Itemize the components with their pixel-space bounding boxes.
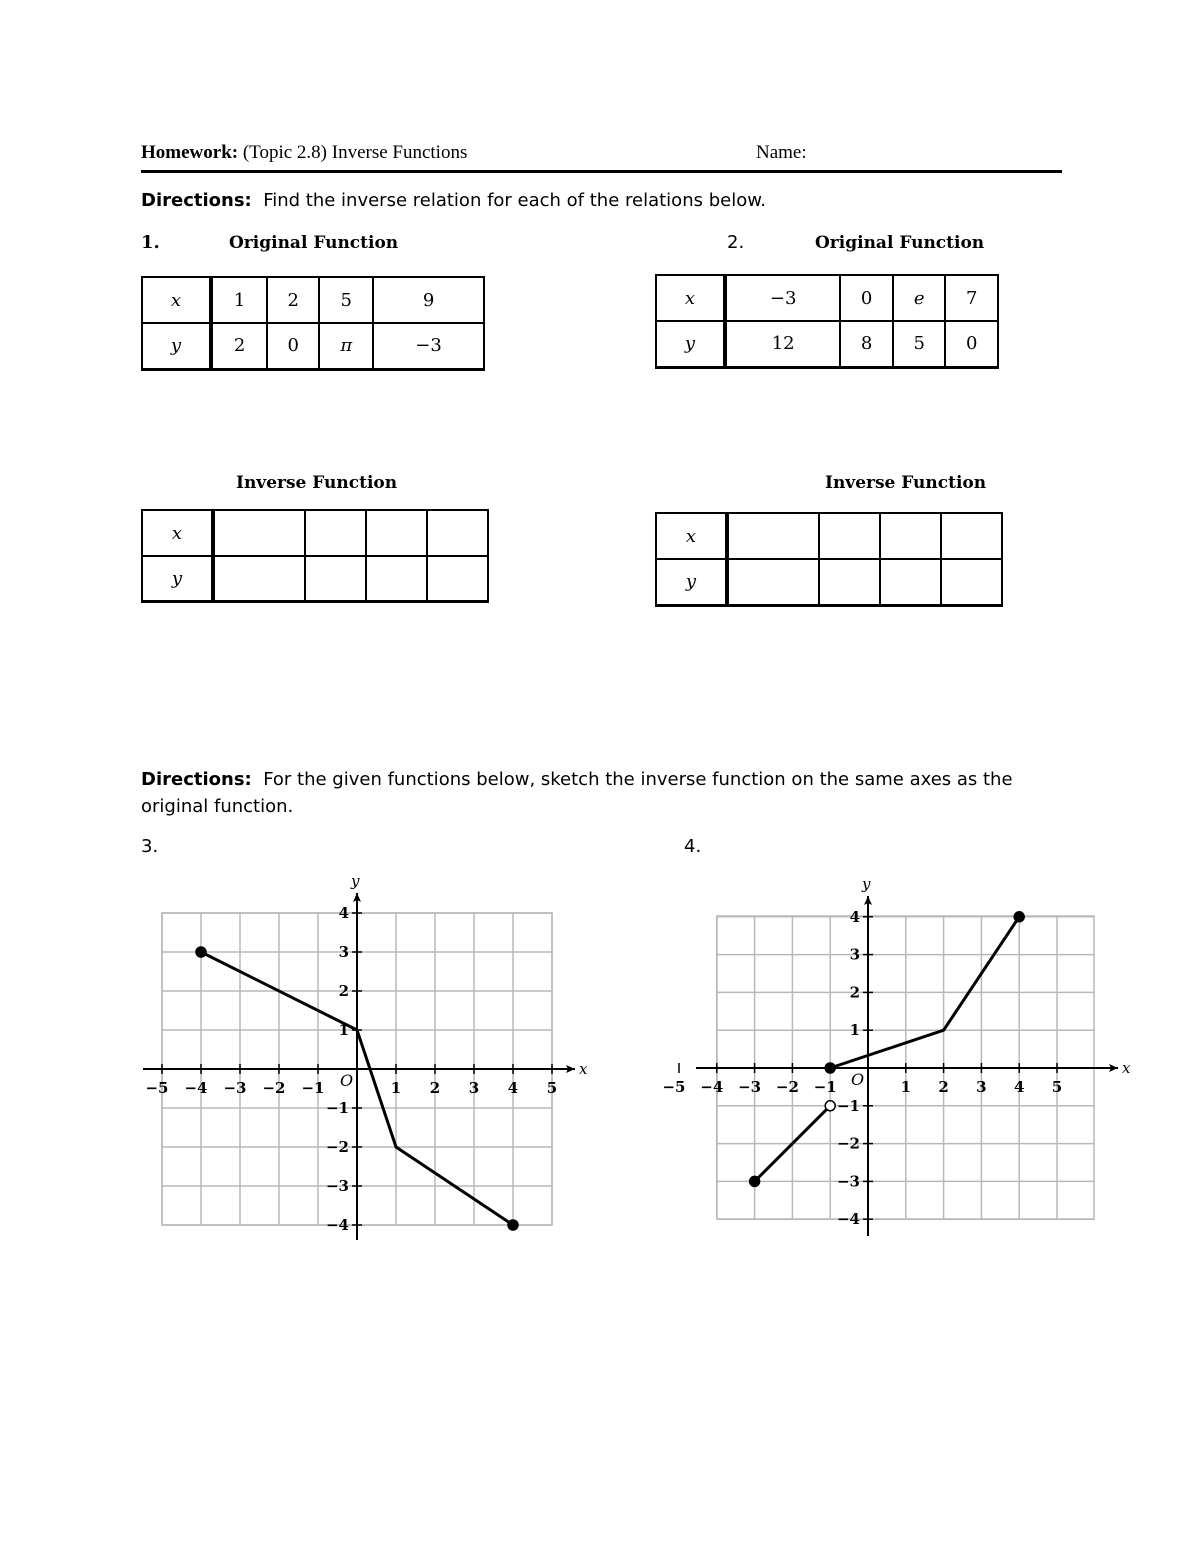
q1-x-cell: 1 (211, 277, 267, 323)
y-tick-label: −4 (836, 1210, 860, 1229)
q2-original-title: Original Function (815, 233, 985, 253)
x-tick-label: −4 (700, 1078, 724, 1096)
y-tick-label: 1 (338, 1021, 349, 1039)
q1-x-cell: 2 (267, 277, 319, 323)
x-axis-label: x (579, 1060, 588, 1078)
q1-y-cell: −3 (373, 323, 484, 369)
x-tick-label: −5 (662, 1078, 686, 1096)
name-label: Name: (756, 142, 807, 163)
x-tick-label: 4 (507, 1079, 519, 1097)
x-tick-label: −3 (223, 1079, 247, 1097)
closed-endpoint (196, 947, 206, 957)
y-axis-label: y (351, 872, 360, 890)
y-tick-label: −2 (836, 1134, 860, 1153)
q1-inv-y-header: y (142, 556, 213, 601)
y-tick-label: 3 (849, 945, 860, 964)
directions-1-label: Directions: (141, 190, 252, 211)
x-tick-label: 1 (390, 1079, 402, 1097)
homework-topic: (Topic 2.8) Inverse Functions (242, 142, 468, 163)
q2-x-cell: −3 (725, 275, 840, 321)
q2-inv-x-header: x (656, 513, 727, 559)
q2-inv-y-header: y (656, 559, 727, 605)
question-2-number: 2. (727, 232, 745, 253)
x-tick-label: −2 (775, 1078, 799, 1096)
x-tick-label: 4 (1013, 1078, 1025, 1096)
graph-question-4 (662, 875, 1131, 1236)
q2-x-cell: 7 (945, 275, 998, 321)
x-tick-label: −1 (301, 1079, 325, 1097)
x-tick-label: 2 (429, 1079, 441, 1097)
q2-x-cell: 0 (840, 275, 893, 321)
q1-inv-x-header: x (142, 510, 213, 556)
x-tick-label: −2 (262, 1079, 286, 1097)
y-axis-label: y (862, 875, 871, 893)
q1-x-cell: 5 (319, 277, 373, 323)
origin-label: O (340, 1071, 354, 1090)
q2-y-cell: 0 (945, 321, 998, 367)
closed-endpoint (1014, 912, 1024, 922)
q1-y-cell: π (319, 323, 373, 369)
q1-inverse-title: Inverse Function (236, 473, 398, 493)
x-tick-label: 5 (1051, 1078, 1063, 1096)
origin-label: O (851, 1070, 865, 1089)
q1-y-cell: 0 (267, 323, 319, 369)
x-tick-label: 3 (468, 1079, 480, 1097)
q1-y-header: y (142, 323, 211, 369)
directions-2-text: For the given functions below, sketch the inverse function on the same axes as the original function. (141, 769, 1013, 817)
y-tick-label: −1 (836, 1096, 860, 1115)
q2-y-cell: 12 (725, 321, 840, 367)
question-1-number: 1. (141, 232, 160, 253)
q2-y-cell: 8 (840, 321, 893, 367)
q1-x-header: x (142, 277, 211, 323)
y-tick-label: 4 (338, 904, 349, 922)
closed-endpoint (750, 1176, 760, 1186)
q2-inverse-title: Inverse Function (825, 473, 987, 493)
x-tick-label: 5 (546, 1079, 558, 1097)
q1-original-title: Original Function (229, 233, 399, 253)
closed-endpoint (825, 1063, 835, 1073)
question-4-number: 4. (684, 836, 702, 857)
question-3-number: 3. (141, 836, 159, 857)
y-tick-label: −4 (325, 1216, 349, 1234)
closed-endpoint (508, 1220, 518, 1230)
x-tick-label: −4 (184, 1079, 208, 1097)
directions-1-text: Find the inverse relation for each of the relations below. (263, 190, 767, 211)
x-tick-label: −1 (813, 1078, 837, 1096)
x-tick-label: 1 (900, 1078, 912, 1096)
graph-question-3 (143, 872, 588, 1240)
q1-x-cell: 9 (373, 277, 484, 323)
y-tick-label: 2 (849, 983, 860, 1002)
q1-y-cell: 2 (211, 323, 267, 369)
q2-y-cell: 5 (893, 321, 946, 367)
y-tick-label: −2 (325, 1138, 349, 1156)
x-tick-label: 2 (938, 1078, 949, 1096)
y-tick-label: −3 (836, 1172, 860, 1191)
y-tick-label: −1 (325, 1099, 349, 1117)
y-tick-label: −3 (325, 1177, 349, 1195)
y-tick-label: 1 (849, 1021, 860, 1040)
directions-2-label: Directions: (141, 769, 252, 790)
x-axis-label: x (1122, 1059, 1131, 1077)
x-tick-label: 3 (976, 1078, 987, 1096)
y-tick-label: 3 (338, 943, 349, 961)
q2-y-header: y (656, 321, 725, 367)
y-tick-label: 2 (338, 982, 349, 1000)
q2-x-cell: e (893, 275, 946, 321)
q2-x-header: x (656, 275, 725, 321)
homework-label: Homework: (141, 142, 239, 163)
y-tick-label: 4 (849, 907, 860, 926)
open-endpoint (825, 1101, 835, 1111)
x-tick-label: −3 (738, 1078, 762, 1096)
x-tick-label: −5 (145, 1079, 169, 1097)
